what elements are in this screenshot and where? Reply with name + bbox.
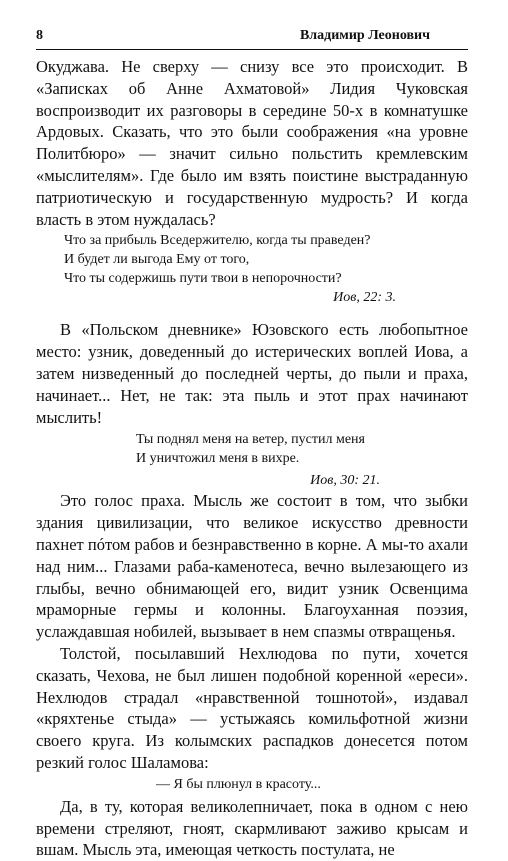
verse-line: Что ты содержишь пути твои в непорочности? [64, 271, 342, 287]
page-body [36, 56, 468, 861]
verse-line: И будет ли выгода Ему от того, [64, 252, 250, 268]
verse-line: Что за прибыль Вседержителю, когда ты праведен? [64, 233, 371, 249]
verse-quote-2 [136, 430, 468, 468]
short-quote: — Я бы плюнул в красоту... [156, 776, 321, 792]
paragraph-1: Окуджава. Не сверху — снизу все это происходит. В «Записках об Анне Ахматовой» Лидия Чуковская воспроизводит их разговоры в середине 50-х в комнатушке Ардовых. Сказать, что это были соображения «на уровне Политбюро» — значит сильно польстить кремлевским «мыслителям». Где было им взять поистине выстраданную патриотическую и государственную мудрость? И когда власть в этом нуждалась? [36, 57, 468, 229]
section-gap [36, 307, 468, 319]
verse-line: И уничтожил меня в вихре. [136, 451, 300, 467]
verse-quote-1 [64, 231, 468, 288]
running-head: Владимир Леонович [299, 28, 430, 43]
page-number: 8 [36, 28, 43, 43]
book-page [36, 0, 468, 860]
paragraph-3: Это голос праха. Мысль же состоит в том, что зыбки здания цивилизации, что великое искусство древности пахнет пóтом рабов и безнравственно в корне. А мы-то ахали над ним... Глазами раба-каменотеса, вечно вылезающего из глыбы, вечно обнимающей его, видит узник Освенцима мраморные гермы и колонны. Благоуханная поэзия, услаждавшая нобилей, вызывает в нем спазмы отвращенья. [36, 491, 468, 642]
verse-line: Ты поднял меня на ветер, пустил меня [136, 432, 365, 448]
paragraph-4: Толстой, посылавший Нехлюдова по пути, хочется сказать, Чехова, не был лишен подобной коренной «ереси». Нехлюдов страдал «нравственной тошнотой», издавал «кряхтенье стыда» — устыжаясь комильфотной жизни своего круга. Из колымских распадков донесется потом резкий голос Шаламова: [36, 643, 468, 772]
paragraph-5: Да, в ту, которая великолепничает, пока в одном с нею времени стреляют, гноят, скармливают заживо крысам и вшам. Мысль эта, имеющая четкость постулата, не [36, 796, 468, 860]
paragraph-2: В «Польском дневнике» Юзовского есть любопытное место: узник, доведенный до истерических воплей Иова, а затем низведенный до последней черты, до пыли и праха, начинает... Нет, не так: эта пыль и этот прах начинают мыслить! [36, 320, 468, 427]
verse-reference-2: Иов, 30: 21. [310, 473, 380, 489]
header-rule [36, 49, 468, 50]
verse-reference-1: Иов, 22: 3. [333, 290, 396, 306]
page-header [36, 0, 468, 46]
